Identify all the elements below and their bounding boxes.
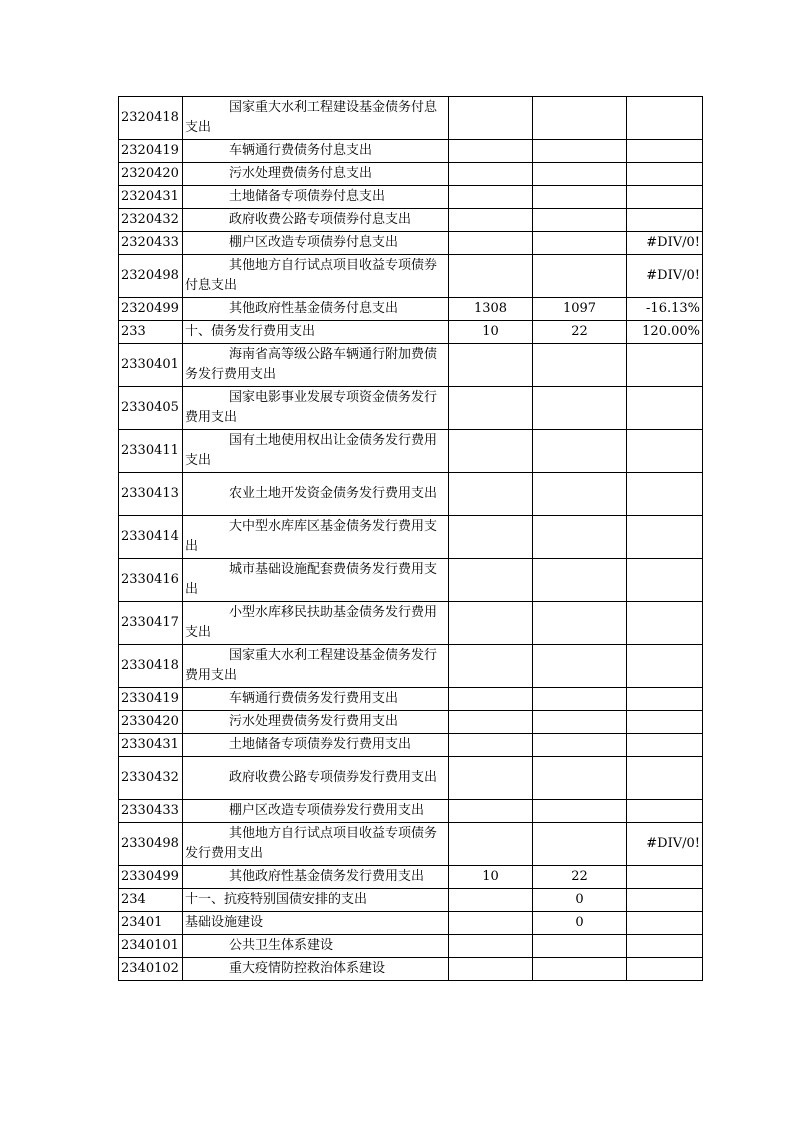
table-row	[119, 958, 703, 981]
current-year-value-cell	[533, 209, 627, 232]
change-percent-cell	[627, 958, 703, 981]
subject-name-cell: 重大疫情防控救治体系建设	[183, 958, 449, 981]
change-percent-cell: #DIV/0!	[627, 255, 703, 298]
subject-code-cell: 2330432	[119, 757, 183, 800]
subject-code-cell: 2320499	[119, 298, 183, 321]
change-percent-cell	[627, 800, 703, 823]
previous-year-value-cell	[449, 734, 533, 757]
subject-code-cell: 2330417	[119, 602, 183, 645]
subject-name-cell: 公共卫生体系建设	[183, 935, 449, 958]
previous-year-value-cell	[449, 757, 533, 800]
subject-name-cell: 棚户区改造专项债券发行费用支出	[183, 800, 449, 823]
subject-code-cell: 2330405	[119, 387, 183, 430]
subject-name-cell: 棚户区改造专项债券付息支出	[183, 232, 449, 255]
subject-code-cell: 2330418	[119, 645, 183, 688]
subject-name-cell: 国家重大水利工程建设基金债务付息支出	[183, 97, 449, 140]
table-row	[119, 800, 703, 823]
previous-year-value-cell	[449, 255, 533, 298]
subject-name-cell: 十一、抗疫特别国债安排的支出	[183, 889, 449, 912]
subject-name-cell: 污水处理费债务发行费用支出	[183, 711, 449, 734]
previous-year-value-cell	[449, 889, 533, 912]
table-row	[119, 688, 703, 711]
subject-name-cell: 政府收费公路专项债券发行费用支出	[183, 757, 449, 800]
current-year-value-cell	[533, 688, 627, 711]
table-row	[119, 140, 703, 163]
subject-code-cell: 2330416	[119, 559, 183, 602]
previous-year-value-cell	[449, 958, 533, 981]
current-year-value-cell	[533, 97, 627, 140]
previous-year-value-cell: 10	[449, 866, 533, 889]
subject-code-cell: 2330431	[119, 734, 183, 757]
change-percent-cell	[627, 209, 703, 232]
table-row	[119, 935, 703, 958]
previous-year-value-cell	[449, 387, 533, 430]
current-year-value-cell	[533, 800, 627, 823]
table-row	[119, 387, 703, 430]
change-percent-cell: #DIV/0!	[627, 232, 703, 255]
current-year-value-cell	[533, 645, 627, 688]
subject-name-cell: 其他地方自行试点项目收益专项债券付息支出	[183, 255, 449, 298]
previous-year-value-cell	[449, 645, 533, 688]
current-year-value-cell	[533, 430, 627, 473]
previous-year-value-cell	[449, 823, 533, 866]
change-percent-cell: -16.13%	[627, 298, 703, 321]
change-percent-cell	[627, 645, 703, 688]
change-percent-cell	[627, 186, 703, 209]
table-row	[119, 97, 703, 140]
previous-year-value-cell	[449, 163, 533, 186]
subject-code-cell: 2320431	[119, 186, 183, 209]
table-row	[119, 823, 703, 866]
subject-code-cell: 2330433	[119, 800, 183, 823]
subject-name-cell: 大中型水库库区基金债务发行费用支出	[183, 516, 449, 559]
previous-year-value-cell: 10	[449, 321, 533, 344]
current-year-value-cell	[533, 602, 627, 645]
subject-name-cell: 其他政府性基金债务付息支出	[183, 298, 449, 321]
previous-year-value-cell	[449, 209, 533, 232]
current-year-value-cell: 0	[533, 889, 627, 912]
subject-code-cell: 2330411	[119, 430, 183, 473]
table-row	[119, 298, 703, 321]
current-year-value-cell	[533, 140, 627, 163]
subject-name-cell: 车辆通行费债务付息支出	[183, 140, 449, 163]
table-row	[119, 645, 703, 688]
change-percent-cell	[627, 516, 703, 559]
subject-code-cell: 2320432	[119, 209, 183, 232]
current-year-value-cell	[533, 516, 627, 559]
table-row	[119, 866, 703, 889]
change-percent-cell	[627, 889, 703, 912]
subject-code-cell: 2330419	[119, 688, 183, 711]
previous-year-value-cell	[449, 688, 533, 711]
previous-year-value-cell	[449, 186, 533, 209]
table-row	[119, 344, 703, 387]
subject-code-cell: 2330401	[119, 344, 183, 387]
previous-year-value-cell	[449, 140, 533, 163]
previous-year-value-cell	[449, 473, 533, 516]
subject-name-cell: 国家电影事业发展专项资金债务发行费用支出	[183, 387, 449, 430]
change-percent-cell	[627, 688, 703, 711]
table-row	[119, 516, 703, 559]
subject-name-cell: 政府收费公路专项债券付息支出	[183, 209, 449, 232]
subject-name-cell: 污水处理费债务付息支出	[183, 163, 449, 186]
subject-name-cell: 其他政府性基金债务发行费用支出	[183, 866, 449, 889]
current-year-value-cell	[533, 387, 627, 430]
previous-year-value-cell	[449, 602, 533, 645]
subject-name-cell: 十、债务发行费用支出	[183, 321, 449, 344]
change-percent-cell	[627, 140, 703, 163]
change-percent-cell	[627, 430, 703, 473]
current-year-value-cell	[533, 935, 627, 958]
current-year-value-cell	[533, 473, 627, 516]
table-row	[119, 430, 703, 473]
current-year-value-cell: 1097	[533, 298, 627, 321]
current-year-value-cell	[533, 163, 627, 186]
previous-year-value-cell	[449, 800, 533, 823]
change-percent-cell	[627, 935, 703, 958]
table-body	[119, 97, 703, 981]
change-percent-cell	[627, 163, 703, 186]
current-year-value-cell	[533, 255, 627, 298]
subject-name-cell: 土地储备专项债券付息支出	[183, 186, 449, 209]
subject-name-cell: 其他地方自行试点项目收益专项债务发行费用支出	[183, 823, 449, 866]
previous-year-value-cell	[449, 935, 533, 958]
subject-code-cell: 2330414	[119, 516, 183, 559]
previous-year-value-cell	[449, 912, 533, 935]
current-year-value-cell: 22	[533, 321, 627, 344]
subject-code-cell: 2340102	[119, 958, 183, 981]
table-row	[119, 757, 703, 800]
current-year-value-cell: 0	[533, 912, 627, 935]
table-row	[119, 186, 703, 209]
table-row	[119, 321, 703, 344]
subject-code-cell: 2330499	[119, 866, 183, 889]
subject-name-cell: 国有土地使用权出让金债务发行费用支出	[183, 430, 449, 473]
subject-name-cell: 土地储备专项债券发行费用支出	[183, 734, 449, 757]
change-percent-cell	[627, 344, 703, 387]
table-row	[119, 734, 703, 757]
subject-code-cell: 233	[119, 321, 183, 344]
subject-code-cell: 2320433	[119, 232, 183, 255]
change-percent-cell	[627, 602, 703, 645]
previous-year-value-cell: 1308	[449, 298, 533, 321]
current-year-value-cell: 22	[533, 866, 627, 889]
subject-name-cell: 车辆通行费债务发行费用支出	[183, 688, 449, 711]
current-year-value-cell	[533, 559, 627, 602]
current-year-value-cell	[533, 757, 627, 800]
change-percent-cell	[627, 711, 703, 734]
current-year-value-cell	[533, 711, 627, 734]
change-percent-cell: #DIV/0!	[627, 823, 703, 866]
subject-code-cell: 2320418	[119, 97, 183, 140]
previous-year-value-cell	[449, 344, 533, 387]
subject-code-cell: 2330420	[119, 711, 183, 734]
current-year-value-cell	[533, 734, 627, 757]
subject-code-cell: 2340101	[119, 935, 183, 958]
current-year-value-cell	[533, 232, 627, 255]
change-percent-cell	[627, 757, 703, 800]
subject-code-cell: 2330413	[119, 473, 183, 516]
previous-year-value-cell	[449, 711, 533, 734]
previous-year-value-cell	[449, 516, 533, 559]
table-row	[119, 163, 703, 186]
previous-year-value-cell	[449, 97, 533, 140]
table-row	[119, 889, 703, 912]
subject-name-cell: 基础设施建设	[183, 912, 449, 935]
change-percent-cell	[627, 866, 703, 889]
change-percent-cell	[627, 559, 703, 602]
previous-year-value-cell	[449, 559, 533, 602]
current-year-value-cell	[533, 344, 627, 387]
change-percent-cell	[627, 473, 703, 516]
table-row	[119, 209, 703, 232]
change-percent-cell	[627, 734, 703, 757]
budget-expenditure-table	[118, 96, 703, 981]
current-year-value-cell	[533, 823, 627, 866]
change-percent-cell: 120.00%	[627, 321, 703, 344]
table-row	[119, 912, 703, 935]
table-row	[119, 232, 703, 255]
change-percent-cell	[627, 912, 703, 935]
subject-code-cell: 234	[119, 889, 183, 912]
current-year-value-cell	[533, 958, 627, 981]
subject-name-cell: 国家重大水利工程建设基金债务发行费用支出	[183, 645, 449, 688]
subject-name-cell: 城市基础设施配套费债务发行费用支出	[183, 559, 449, 602]
table-row	[119, 559, 703, 602]
table-row	[119, 255, 703, 298]
subject-code-cell: 23401	[119, 912, 183, 935]
subject-name-cell: 农业土地开发资金债务发行费用支出	[183, 473, 449, 516]
table-row	[119, 602, 703, 645]
subject-code-cell: 2320420	[119, 163, 183, 186]
table-row	[119, 711, 703, 734]
table-row	[119, 473, 703, 516]
subject-name-cell: 海南省高等级公路车辆通行附加费债务发行费用支出	[183, 344, 449, 387]
subject-code-cell: 2320419	[119, 140, 183, 163]
current-year-value-cell	[533, 186, 627, 209]
subject-code-cell: 2330498	[119, 823, 183, 866]
change-percent-cell	[627, 97, 703, 140]
change-percent-cell	[627, 387, 703, 430]
previous-year-value-cell	[449, 232, 533, 255]
subject-code-cell: 2320498	[119, 255, 183, 298]
previous-year-value-cell	[449, 430, 533, 473]
subject-name-cell: 小型水库移民扶助基金债务发行费用支出	[183, 602, 449, 645]
